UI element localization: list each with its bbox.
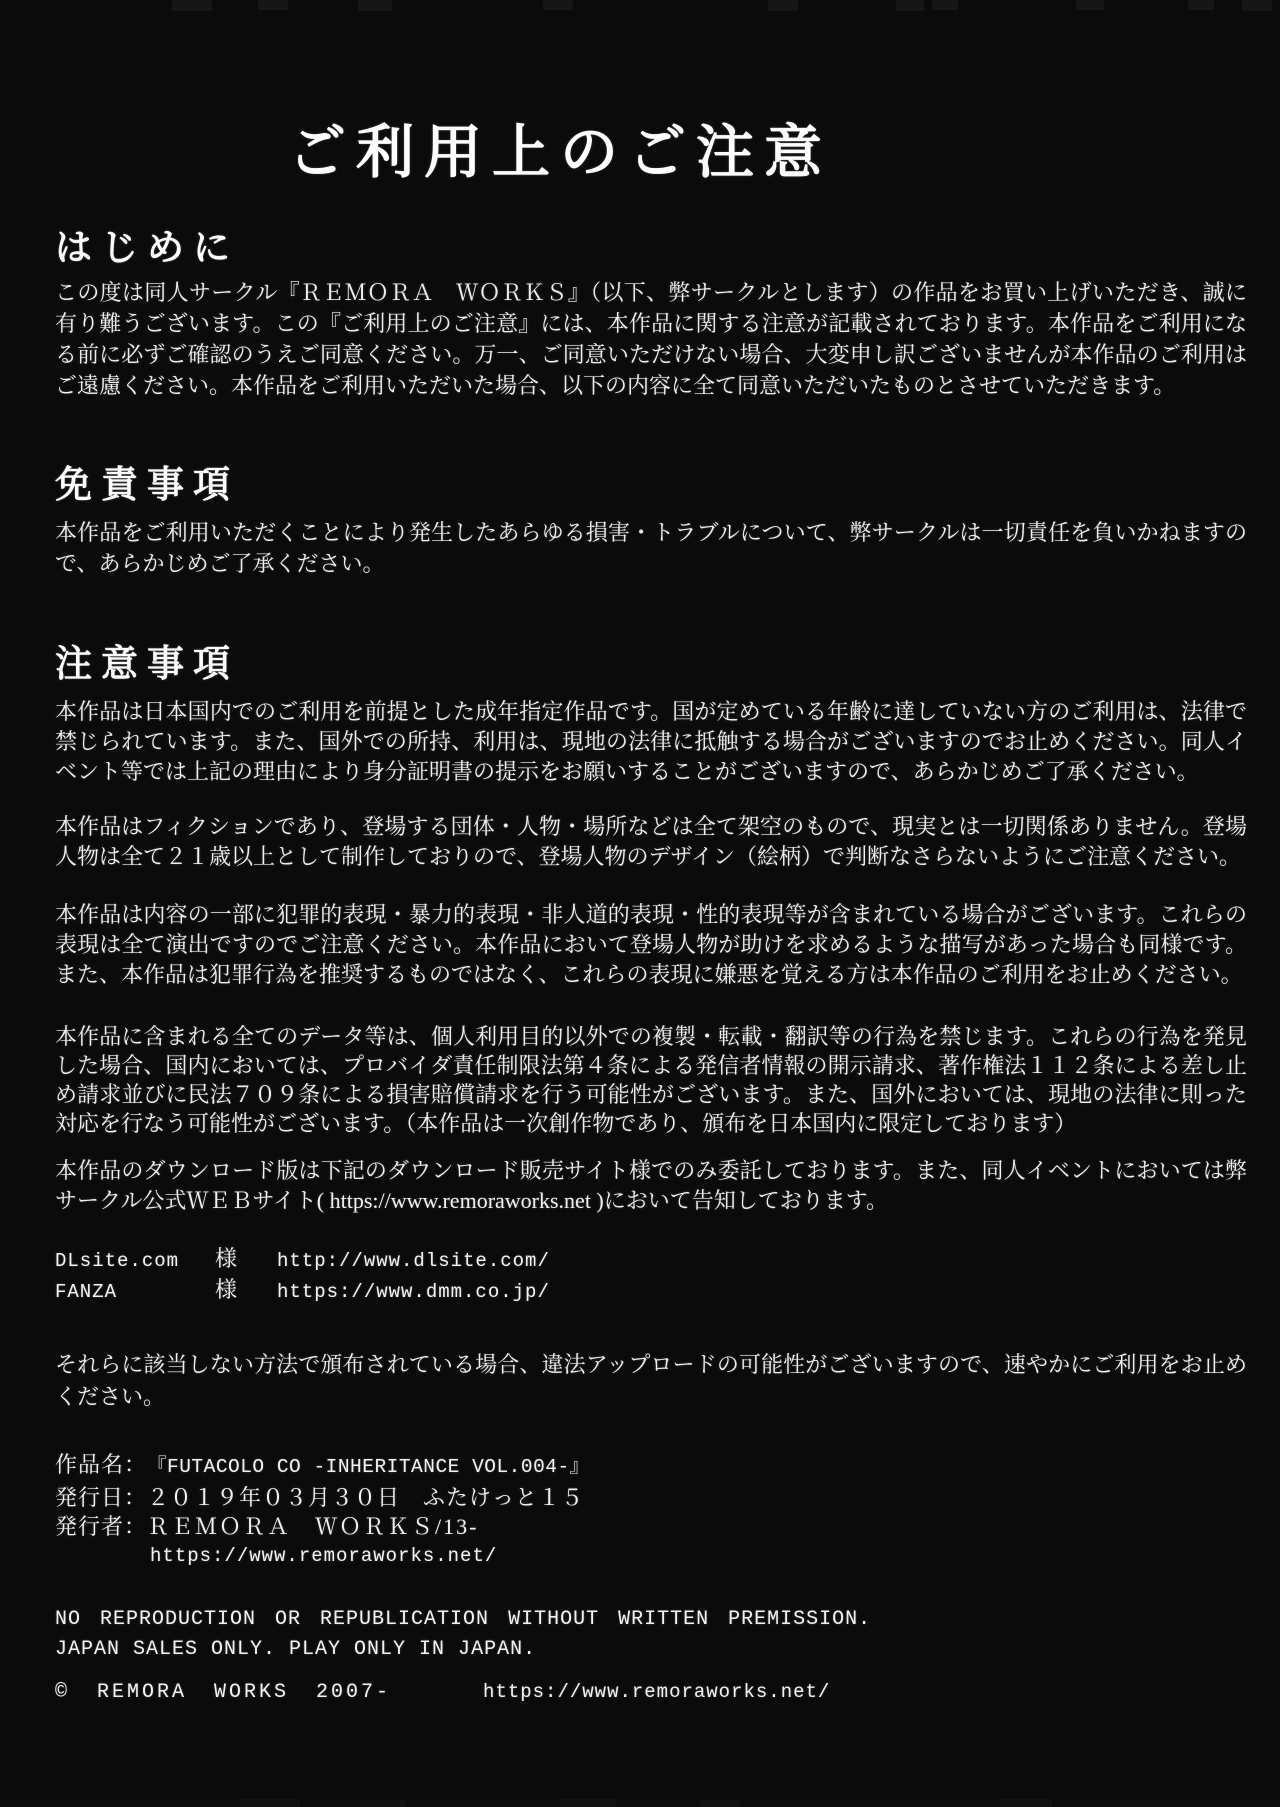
intro-heading: はじめに	[55, 227, 239, 269]
scan-artifact	[172, 0, 212, 11]
notes-paragraph-5: 本作品のダウンロード版は下記のダウンロード販売サイト様でのみ委託しております。また、同人イベントにおいては弊サークル公式ＷＥＢサイト( https://www.remoraworks.net )において告知しております。	[55, 1158, 1247, 1213]
work-title-label: 作品名：	[55, 1452, 148, 1477]
scan-artifact	[360, 1800, 406, 1807]
work-publisher-value: ＲＥＭＯＲＡ ＷＯＲＫＳ/13-	[147, 1514, 479, 1539]
notes-paragraph-4: 本作品に含まれる全てのデータ等は、個人利用目的以外での複製・転載・翻訳等の行為を禁じます。これらの行為を発見した場合、国内においては、プロバイダ責任制限法第４条による発信者情報の開示請求、著作権法１１２条による差し止め請求並びに民法７０９条による損害賠償請求を行う可能性がございます。また、国外においては、現地の法律に則った対応を行なう可能性がございます。（本作品は一次創作物であり、頒布を日本国内に限定しております）	[55, 1024, 1247, 1136]
intro-paragraph: この度は同人サークル『ＲＥＭＯＲＡ ＷＯＲＫＳ』（以下、弊サークルとします）の作品をお買い上げいただき、誠に有り難うございます。この『ご利用上のご注意』には、本作品に関する注意が記載されております。本作品をご利用になる前に必ずご確認のうえご同意ください。万一、ご同意いただけない場合、大変申し訳ございませんが本作品のご利用はご遠慮ください。本作品をご利用いただいた場合、以下の内容に全て同意いただいたものとさせていただきます。	[55, 280, 1247, 398]
scan-artifact	[258, 0, 288, 10]
publisher-url: https://www.remoraworks.net/	[150, 1545, 498, 1567]
notes-paragraph-3: 本作品は内容の一部に犯罪的表現・暴力的表現・非人道的表現・性的表現等が含まれている場合がございます。これらの表現は全て演出ですのでご注意ください。本作品において登場人物が助けを求めるような描写があった場合も同様です。また、本作品は犯罪行為を推奨するものではなく、これらの表現に嫌悪を覚える方は本作品のご利用をお止めください。	[55, 902, 1247, 987]
work-date-value: ２０１９年０３月３０日 ふたけっと１５	[147, 1485, 585, 1510]
scan-artifact	[700, 1800, 740, 1807]
footer-url: https://www.remoraworks.net/	[483, 1681, 831, 1703]
scan-artifact	[1188, 0, 1214, 10]
disclaimer-heading: 免責事項	[55, 464, 239, 506]
scan-artifact	[240, 1799, 300, 1807]
work-publisher-label: 発行者：	[55, 1514, 148, 1539]
scan-artifact	[543, 0, 573, 10]
work-date-row	[55, 1481, 1247, 1512]
japan-sales-line: JAPAN SALES ONLY. PLAY ONLY IN JAPAN.	[55, 1638, 537, 1661]
site-name: DLsite.com	[55, 1250, 180, 1272]
scan-artifact	[1242, 0, 1272, 11]
scan-artifact	[560, 1799, 616, 1807]
site-url: http://www.dlsite.com/	[277, 1250, 550, 1272]
notes-heading: 注意事項	[55, 643, 239, 685]
scan-artifact	[358, 0, 392, 11]
page-title: ご利用上のご注意	[287, 119, 832, 185]
no-reproduction-line: NO REPRODUCTION OR REPUBLICATION WITHOUT WRITTEN PREMISSION.	[55, 1608, 872, 1631]
notes-paragraph-1: 本作品は日本国内でのご利用を前提とした成年指定作品です。国が定めている年齢に達していない方のご利用は、法律で禁じられています。また、国外での所持、利用は、現地の法律に抵触する場合がございますのでお止めください。同人イベント等では上記の理由により身分証明書の提示をお願いすることがございますので、あらかじめご了承ください。	[55, 699, 1247, 784]
scan-artifact	[1000, 1799, 1052, 1807]
scan-artifact	[932, 0, 958, 10]
work-date-label: 発行日：	[55, 1485, 148, 1510]
scan-artifact	[1120, 1800, 1160, 1807]
site-url: https://www.dmm.co.jp/	[277, 1281, 550, 1303]
work-title-row	[55, 1448, 1247, 1479]
disclaimer-paragraph: 本作品をご利用いただくことにより発生したあらゆる損害・トラブルについて、弊サークルは一切責任を負いかねますので、あらかじめご了承ください。	[55, 520, 1247, 576]
download-site-row	[55, 1242, 1247, 1273]
download-site-row	[55, 1273, 1247, 1304]
piracy-warning-paragraph: それらに該当しない方法で頒布されている場合、違法アップロードの可能性がございますので、速やかにご利用をお止めください。	[55, 1352, 1247, 1409]
scan-artifact	[896, 0, 924, 11]
site-honorific: 様	[215, 1277, 238, 1302]
site-name: FANZA	[55, 1281, 118, 1303]
site-honorific: 様	[215, 1246, 238, 1271]
work-publisher-row	[55, 1510, 1247, 1541]
scan-artifact	[1076, 0, 1104, 10]
work-title-value: 『FUTACOLO CO -INHERITANCE VOL.004-』	[147, 1456, 590, 1478]
notes-paragraph-2: 本作品はフィクションであり、登場する団体・人物・場所などは全て架空のもので、現実とは一切関係ありません。登場人物は全て２１歳以上として制作しておりので、登場人物のデザイン（絵柄）で判断なさらないようにご注意ください。	[55, 814, 1247, 869]
copyright-line	[55, 1681, 1247, 1704]
scan-artifact	[768, 0, 798, 11]
copyright-text: © REMORA WORKS 2007-	[55, 1681, 392, 1704]
